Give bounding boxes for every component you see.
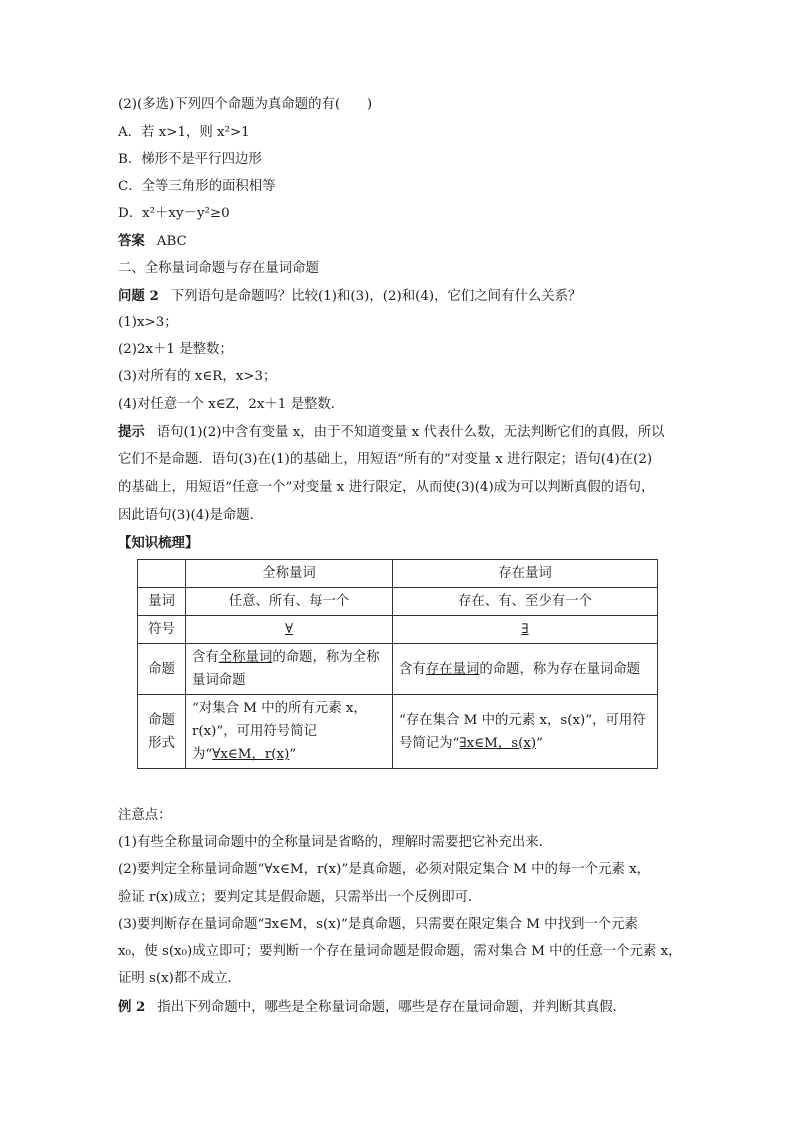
option-c: C．全等三角形的面积相等: [118, 179, 276, 194]
cell-text: 含有: [399, 661, 426, 677]
note-line-5: x₀，使 s(x₀)成立即可；要判断一个存在量词命题是假命题，需对集合 M 中的任意一个元素 x，: [118, 944, 682, 959]
example2-label: 例 2: [118, 999, 146, 1015]
option-a: A．若 x>1，则 x²>1: [118, 125, 250, 140]
problem2-item-2: (2)2x＋1 是整数；: [118, 342, 233, 357]
table-row: [138, 644, 658, 695]
table-cell: [186, 695, 393, 769]
problem2-item-3: (3)对所有的 x∈R，x>3；: [118, 369, 277, 384]
hint-text-1: 语句(1)(2)中含有变量 x，由于不知道变量 x 代表什么数，无法判断它们的真假，所以: [156, 425, 665, 440]
cell-text: “对集合 M 中的所有元素 x，r(x)”，可用符号简记为“: [192, 701, 367, 762]
cell-text: 含有: [192, 650, 219, 665]
problem2-label: 问题 2: [118, 288, 159, 304]
note-line-4: (3)要判断存在量词命题“∃x∈M，s(x)”是真命题，只需要在限定集合 M 中找到一个元素: [118, 917, 638, 932]
note-line-3: 验证 r(x)成立；要判定其是假命题，只需举出一个反例即可．: [118, 890, 482, 905]
answer-label: 答案: [118, 233, 145, 249]
table-row: [138, 695, 658, 769]
table-cell: [393, 695, 658, 769]
table-header-cell: 存在量词: [393, 560, 658, 588]
table-cell: [186, 644, 393, 695]
cell-text: 的命题，称为存在量词命题: [479, 661, 641, 677]
cell-underlined: 存在量词: [425, 661, 480, 677]
table-row-label: 命题形式: [138, 695, 186, 769]
note-line-2: (2)要判定全称量词命题“∀x∈M，r(x)”是真命题，必须对限定集合 M 中的每一个元素 x，: [118, 862, 651, 877]
forall-symbol: ∀: [186, 616, 393, 644]
knowledge-table: [137, 559, 658, 769]
table-row-label: 量词: [138, 588, 186, 616]
example2-text: 指出下列命题中，哪些是全称量词命题，哪些是存在量词命题，并判断其真假．: [157, 1000, 627, 1015]
notes-title: 注意点：: [118, 808, 172, 823]
table-row: [138, 560, 658, 588]
problem2-item-4: (4)对任意一个 x∈Z，2x＋1 是整数．: [118, 397, 345, 412]
note-line-6: 证明 s(x)都不成立．: [118, 971, 241, 986]
table-row-label: 命题: [138, 644, 186, 695]
table-row-label: 符号: [138, 616, 186, 644]
exists-symbol: ∃: [393, 616, 658, 644]
table-cell: 存在、有、至少有一个: [393, 588, 658, 616]
note-line-1: (1)有些全称量词命题中的全称量词是省略的，理解时需要把它补充出来．: [118, 835, 553, 850]
knowledge-title: 【知识梳理】: [118, 535, 199, 551]
hint-line-2: 它们不是命题．语句(3)在(1)的基础上，用短语“所有的”对变量 x 进行限定；语句(4)在(2): [118, 452, 653, 467]
table-row: [138, 588, 658, 616]
table-header-cell: [138, 560, 186, 588]
example2-line: [118, 999, 626, 1016]
hint-line-1: [118, 424, 664, 441]
cell-text: 的命题，称为全称量词命题: [192, 650, 380, 688]
problem2-text: 下列语句是命题吗？比较(1)和(3)，(2)和(4)，它们之间有什么关系？: [170, 289, 582, 304]
answer-value: ABC: [156, 234, 187, 249]
option-d: D．x²＋xy－y²≥0: [118, 206, 230, 221]
cell-underlined: 全称量词: [218, 650, 273, 665]
table-cell: 任意、所有、每一个: [186, 588, 393, 616]
cell-underlined: ∃x∈M，s(x): [459, 735, 537, 751]
hint-line-4: 因此语句(3)(4)是命题．: [118, 508, 264, 523]
table-header-cell: 全称量词: [186, 560, 393, 588]
answer-line: [118, 233, 187, 250]
option-b: B．梯形不是平行四边形: [118, 152, 262, 167]
hint-label: 提示: [118, 424, 145, 440]
hint-line-3: 的基础上，用短语“任意一个”对变量 x 进行限定，从而使(3)(4)成为可以判断真假的语句，: [118, 480, 655, 495]
problem2-line: [118, 288, 581, 305]
problem2-item-1: (1)x>3；: [118, 315, 178, 330]
section-title: 二、全称量词命题与存在量词命题: [118, 261, 319, 276]
cell-text: ”: [536, 735, 543, 751]
table-cell: [393, 644, 658, 695]
cell-text: “存在集合 M 中的元素 x，s(x)”，可用符号简记为“: [399, 712, 646, 751]
question-stem: (2)(多选)下列四个命题为真命题的有( ): [118, 97, 373, 112]
cell-underlined: ∀x∈M，r(x): [212, 747, 290, 762]
cell-text: ”: [289, 747, 297, 762]
table-row: [138, 616, 658, 644]
